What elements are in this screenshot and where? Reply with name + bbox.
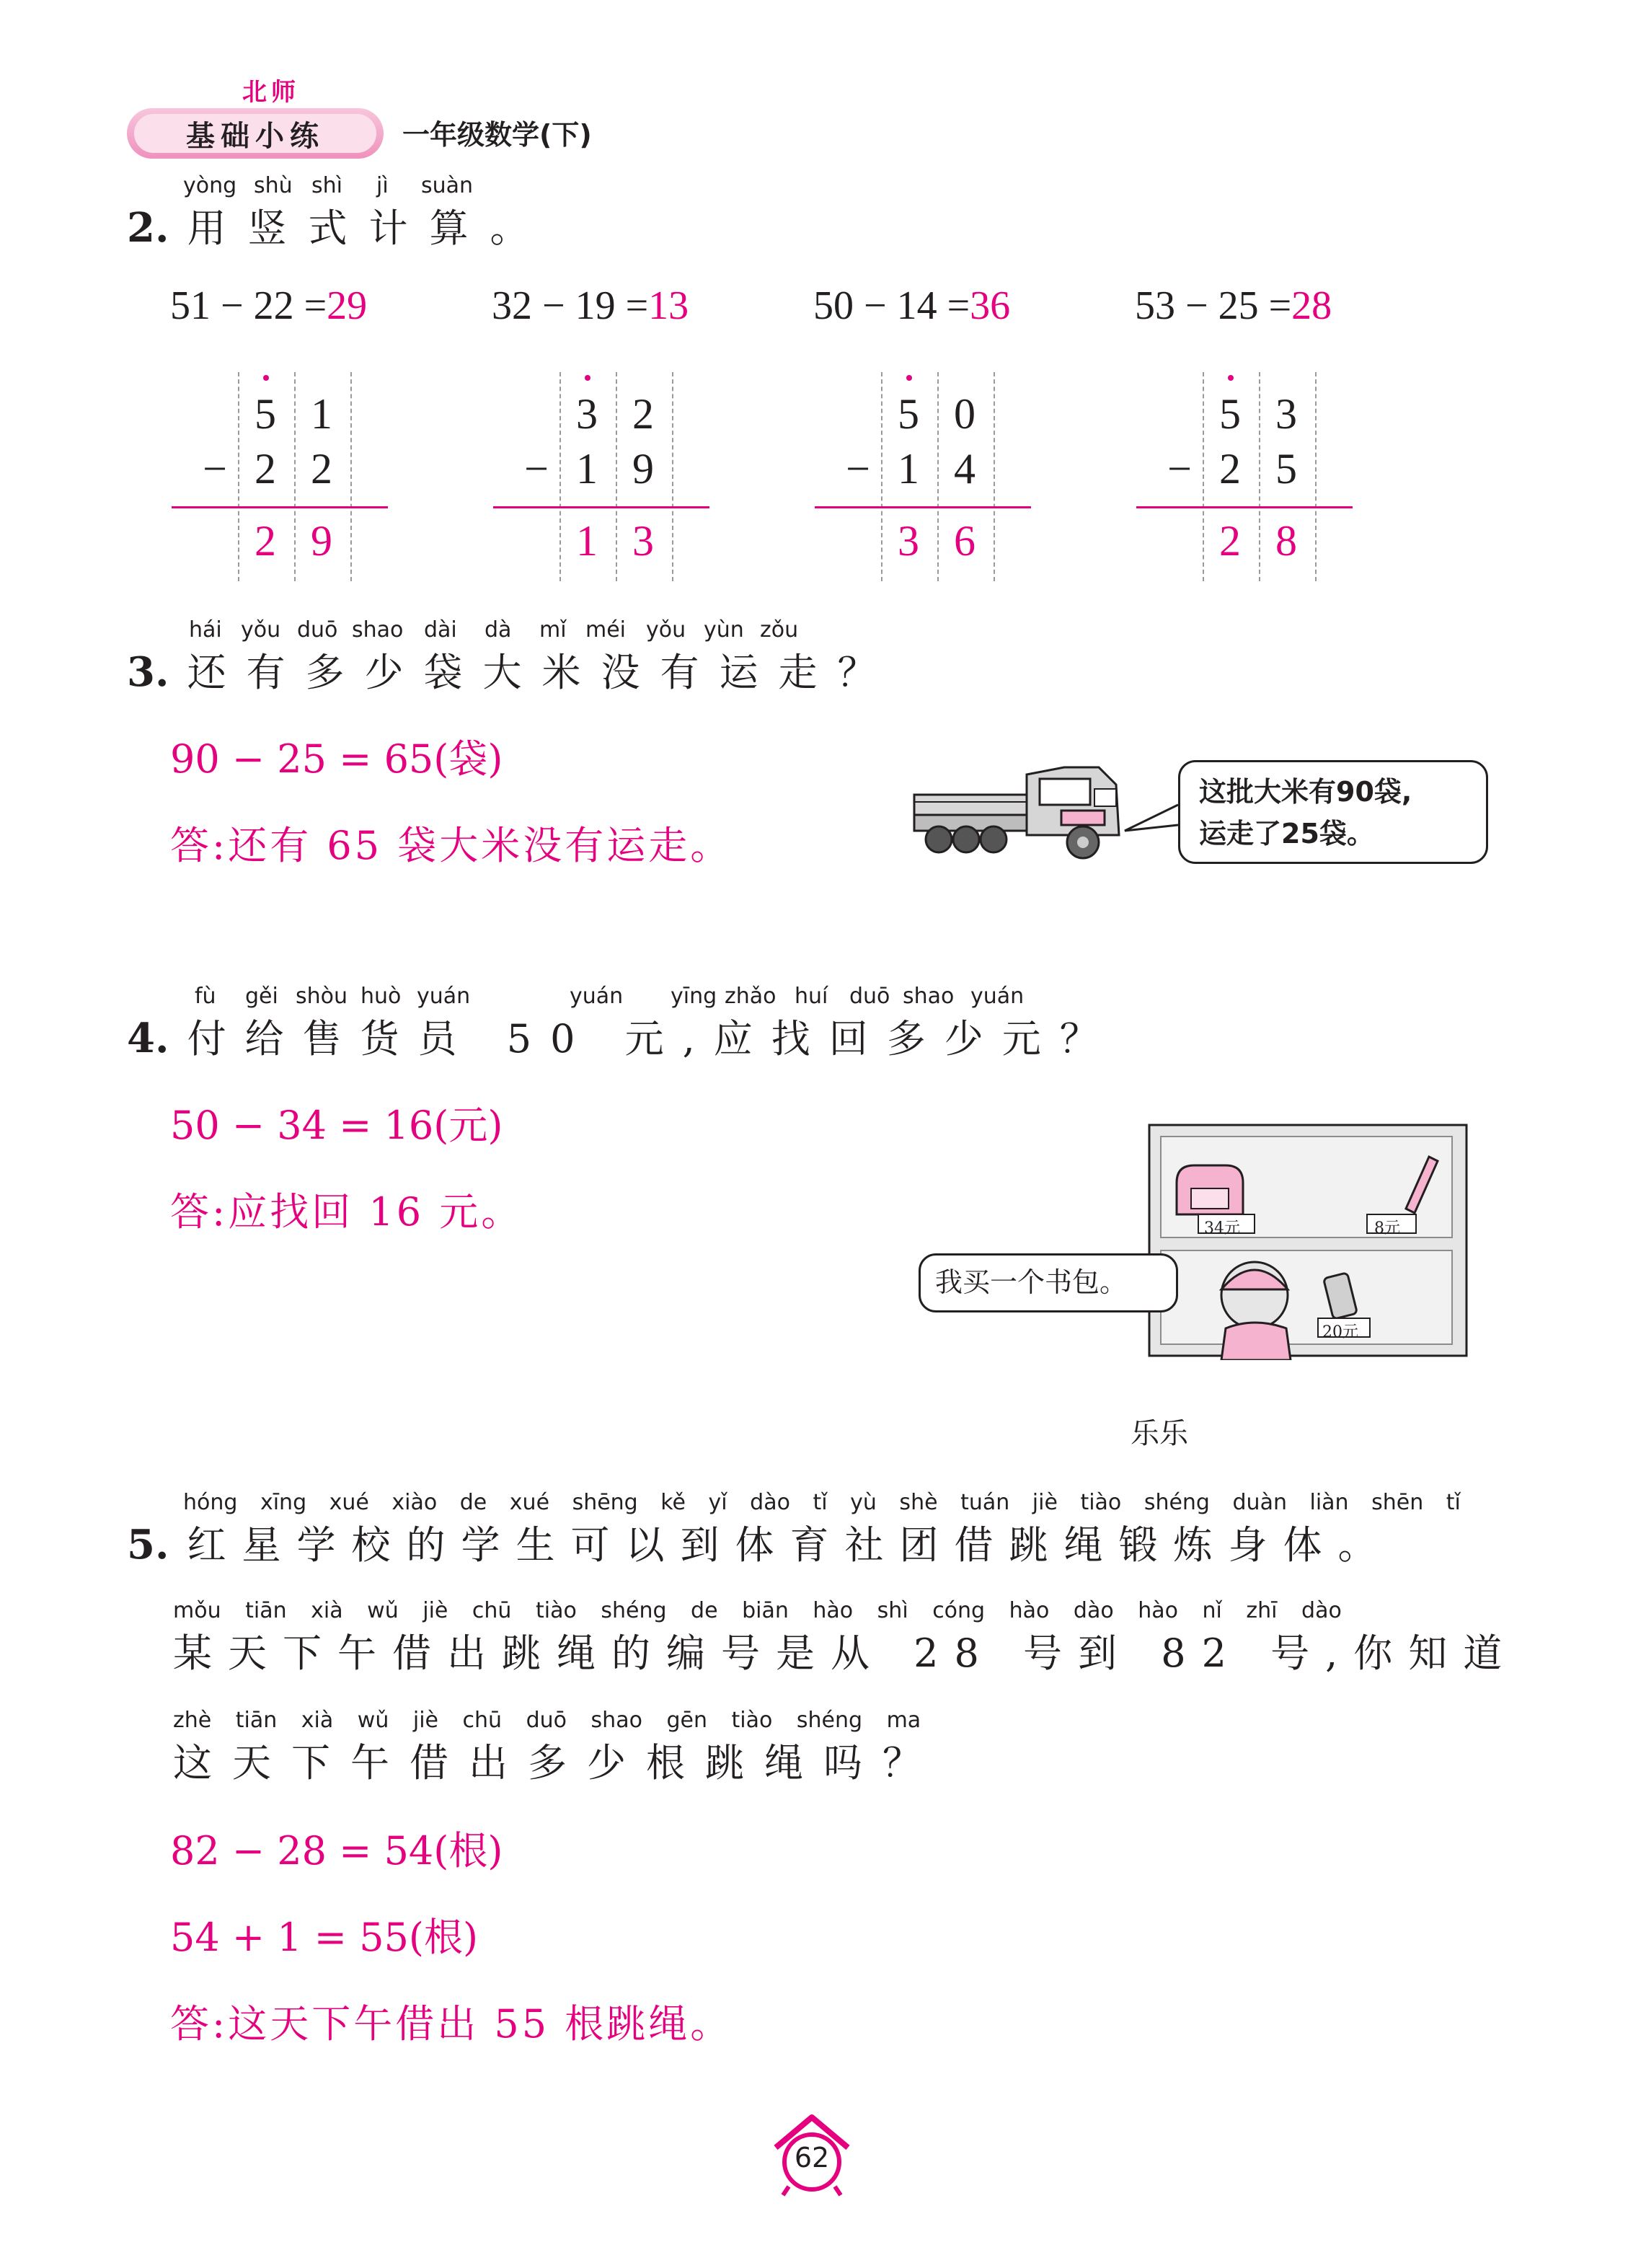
eq-result: 29 xyxy=(327,283,368,328)
question-text: 付给售货员 50 元,应找回多少元？ xyxy=(187,1016,1118,1062)
minus-sign: − xyxy=(524,445,549,493)
pinyin: yòng xyxy=(183,173,237,198)
pinyin: yīng xyxy=(671,984,717,1009)
pinyin: fù xyxy=(195,984,216,1009)
borrow-dot xyxy=(585,375,590,381)
pinyin: yuán xyxy=(970,984,1025,1009)
q5-line1 xyxy=(127,1514,1393,1570)
vertical-calc-4: 5 3 − 2 5 2 8 xyxy=(1136,372,1353,588)
answer-rule xyxy=(172,506,388,508)
q5-line3-pinyin: zhè tiān xià wǔ jiè chū duō shao gēn tiào shéng ma xyxy=(173,1708,921,1733)
pinyin: jì xyxy=(376,173,389,198)
pinyin: duō xyxy=(297,617,338,643)
pinyin: shao xyxy=(352,617,404,643)
pinyin: zhǎo xyxy=(725,984,777,1009)
pinyin: shì xyxy=(311,173,342,198)
header-brand-title: 基础小练 xyxy=(186,119,324,153)
question-text: 用竖式计算。 xyxy=(187,206,551,251)
page-number-badge xyxy=(769,2112,855,2198)
header-brand-badge xyxy=(127,108,384,159)
question-text: 某天下午借出跳绳的编号是从 28 号到 82 号,你知道 xyxy=(173,1631,1518,1676)
q5-line2 xyxy=(173,1623,1518,1678)
vertical-calc-2: 3 2 − 1 9 1 3 xyxy=(493,372,709,588)
bubble-line: 运走了25袋。 xyxy=(1199,818,1374,850)
q5-line2-pinyin: mǒu tiān xià wǔ jiè chū tiào shéng de biān hào shì cóng hào dào hào nǐ zhī dào xyxy=(173,1598,1342,1623)
pinyin: zǒu xyxy=(760,617,799,643)
q3-title xyxy=(127,642,897,697)
q5-answer-equation-2: 54 + 1 = 55(根) xyxy=(170,1915,479,1960)
eq-result: 36 xyxy=(970,283,1011,328)
question-number: 5. xyxy=(127,1521,169,1568)
vertical-calc-3: 5 0 − 1 4 3 6 xyxy=(815,372,1031,588)
minus-sign: − xyxy=(846,445,870,493)
bubble-line: 这批大米有90袋, xyxy=(1199,776,1412,808)
price-tag-item: 20元 xyxy=(1322,1323,1358,1341)
pinyin: shao xyxy=(903,984,955,1009)
q4-speech-bubble: 我买一个书包。 xyxy=(919,1253,1178,1312)
vertical-calc-1: 5 1 − 2 2 2 9 xyxy=(172,372,388,588)
pinyin: shòu xyxy=(296,984,348,1009)
q2-eq-3: 50 − 14 =36 xyxy=(813,283,1011,328)
pinyin: yùn xyxy=(704,617,744,643)
pinyin: méi xyxy=(585,617,627,643)
pinyin: duō xyxy=(849,984,890,1009)
page-number: 62 xyxy=(794,2142,830,2174)
pinyin: yǒu xyxy=(646,617,686,643)
q2-eq-4: 53 − 25 =28 xyxy=(1135,283,1332,328)
pinyin: dài xyxy=(424,617,457,643)
borrow-dot xyxy=(1228,375,1234,381)
pinyin: huò xyxy=(360,984,402,1009)
q5-line1-pinyin: hóng xīng xué xiào de xué shēng kě yǐ dào tǐ yù shè tuán jiè tiào shéng duàn liàn shēn tǐ xyxy=(183,1490,1461,1515)
price-tag-pencil-case: 8元 xyxy=(1374,1219,1400,1237)
q5-answer-text: 答:这天下午借出 55 根跳绳。 xyxy=(170,2001,733,2047)
q5-line3 xyxy=(173,1732,942,1788)
q4-answer-equation: 50 − 34 = 16(元) xyxy=(170,1103,503,1148)
pinyin: suàn xyxy=(421,173,474,198)
speech-bubble-tail xyxy=(1122,790,1180,848)
pinyin: yuán xyxy=(417,984,471,1009)
answer-rule xyxy=(1136,506,1353,508)
header-grade: 一年级数学(下) xyxy=(402,119,592,151)
borrow-dot xyxy=(263,375,269,381)
eq-result: 28 xyxy=(1291,283,1332,328)
question-text: 这天下午借出多少根跳绳吗？ xyxy=(173,1740,942,1786)
minus-sign: − xyxy=(1167,445,1192,493)
pinyin: yǒu xyxy=(241,617,281,643)
price-tag-backpack: 34元 xyxy=(1204,1219,1240,1237)
question-text: 红星学校的学生可以到体育社团借跳绳锻炼身体。 xyxy=(187,1522,1393,1568)
pinyin: yuán xyxy=(570,984,624,1009)
q2-title xyxy=(127,198,551,253)
answer-rule xyxy=(815,506,1031,508)
minus-sign: − xyxy=(203,445,227,493)
q3-answer-text: 答:还有 65 袋大米没有运走。 xyxy=(170,823,733,868)
question-number: 3. xyxy=(127,648,169,696)
question-text: 还有多少袋大米没有运走？ xyxy=(187,650,897,695)
q4-title xyxy=(127,1008,1118,1064)
shelf-illustration xyxy=(1146,1122,1471,1360)
pinyin: shù xyxy=(254,173,293,198)
borrow-dot xyxy=(906,375,912,381)
question-number: 2. xyxy=(127,204,169,252)
q2-eq-2: 32 − 19 =13 xyxy=(492,283,689,328)
q3-answer-equation: 90 − 25 = 65(袋) xyxy=(170,736,503,782)
answer-rule xyxy=(493,506,709,508)
truck-illustration xyxy=(910,750,1126,873)
header-brand-sub: 北师 xyxy=(242,78,300,107)
pinyin: huí xyxy=(795,984,828,1009)
pinyin: dà xyxy=(485,617,512,643)
q5-answer-equation-1: 82 − 28 = 54(根) xyxy=(170,1828,503,1874)
character-name: 乐乐 xyxy=(1131,1417,1188,1450)
pinyin: gěi xyxy=(245,984,278,1009)
eq-result: 13 xyxy=(648,283,689,328)
q3-speech-bubble xyxy=(1178,760,1488,864)
q4-answer-text: 答:应找回 16 元。 xyxy=(170,1189,523,1235)
pinyin: hái xyxy=(189,617,222,643)
question-number: 4. xyxy=(127,1015,169,1062)
q2-eq-1: 51 − 22 =29 xyxy=(170,283,368,328)
pinyin: mǐ xyxy=(539,617,567,643)
